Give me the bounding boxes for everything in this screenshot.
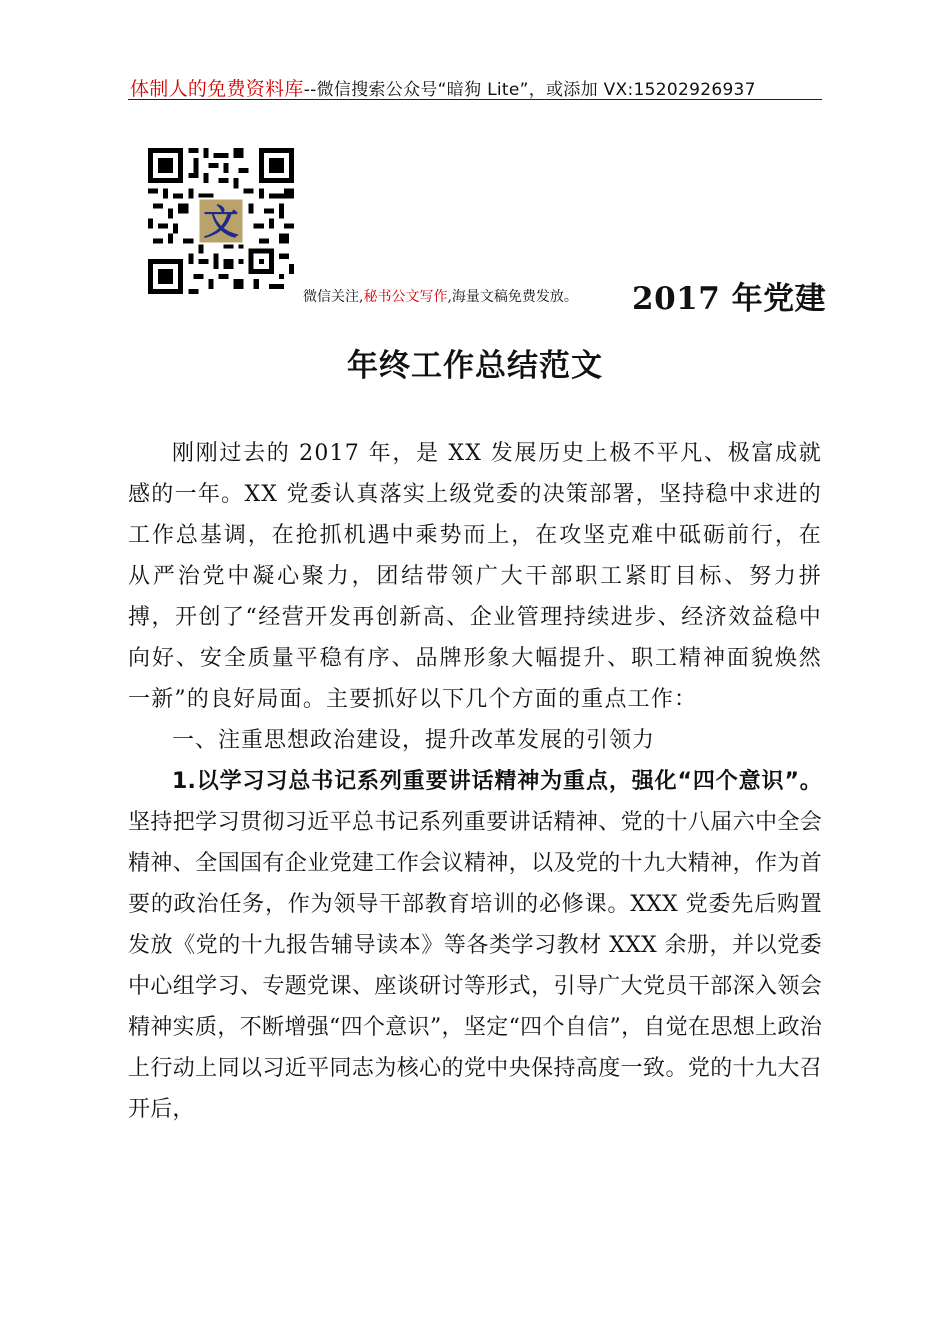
header-contact: --微信搜索公众号“暗狗 Lite”，或添加 VX:15202926937 — [303, 80, 756, 100]
item-text: 坚持把学习贯彻习近平总书记系列重要讲话精神、党的十八届六中全会精神、全国国有企业党建工作会议精神，以及党的十九大精神，作为首要的政治任务，作为领导干部教育培训的必修课。XXX 党委先后购置发放《党的十九报告辅导读本》等各类学习教材 XXX 余册，并以党委中心组学习、专题党课、座谈研讨等形式，引导广大党员干部深入领会精神实质，不断增强“四个意识”，坚定“四个自信”，自觉在思想上政治上行动上同以习近平同志为核心的党中央保持高度一致。党的十九大召开后， — [128, 810, 822, 1122]
follow-suffix: ,海量文稿免费发放。 — [447, 289, 578, 305]
document-title-line2: 年终工作总结范文 — [347, 348, 603, 384]
item-lead: 1.以学习习总书记系列重要讲话精神为重点，强化“四个意识”。 — [172, 769, 822, 794]
header-brand: 体制人的免费资料库 — [130, 78, 304, 100]
header-divider — [128, 99, 822, 100]
section-heading: 一、注重思想政治建设，提升改革发展的引领力 — [172, 728, 656, 753]
header-banner — [130, 74, 822, 101]
item-paragraph — [128, 761, 822, 1130]
document-title-line1: 2017 年党建 — [632, 281, 827, 317]
qr-center-glyph: 文 — [203, 202, 239, 244]
follow-prompt — [303, 286, 578, 306]
qr-code-icon — [148, 148, 294, 294]
follow-prefix: 微信关注, — [303, 289, 364, 305]
follow-account-link[interactable]: 秘书公文写作 — [363, 289, 448, 305]
intro-paragraph: 刚刚过去的 2017 年，是 XX 发展历史上极不平凡、极富成就感的一年。XX 党委认真落实上级党委的决策部署，坚持稳中求进的工作总基调，在抢抓机遇中乘势而上，在攻坚克难中砥砺前行，在从严治党中凝心聚力，团结带领广大干部职工紧盯目标、努力拼搏，开创了“经营开发再创新高、企业管理持续进步、经济效益稳中向好、安全质量平稳有序、品牌形象大幅提升、职工精神面貌焕然一新”的良好局面。主要抓好以下几个方面的重点工作： — [128, 441, 822, 712]
document-body — [128, 433, 822, 1130]
